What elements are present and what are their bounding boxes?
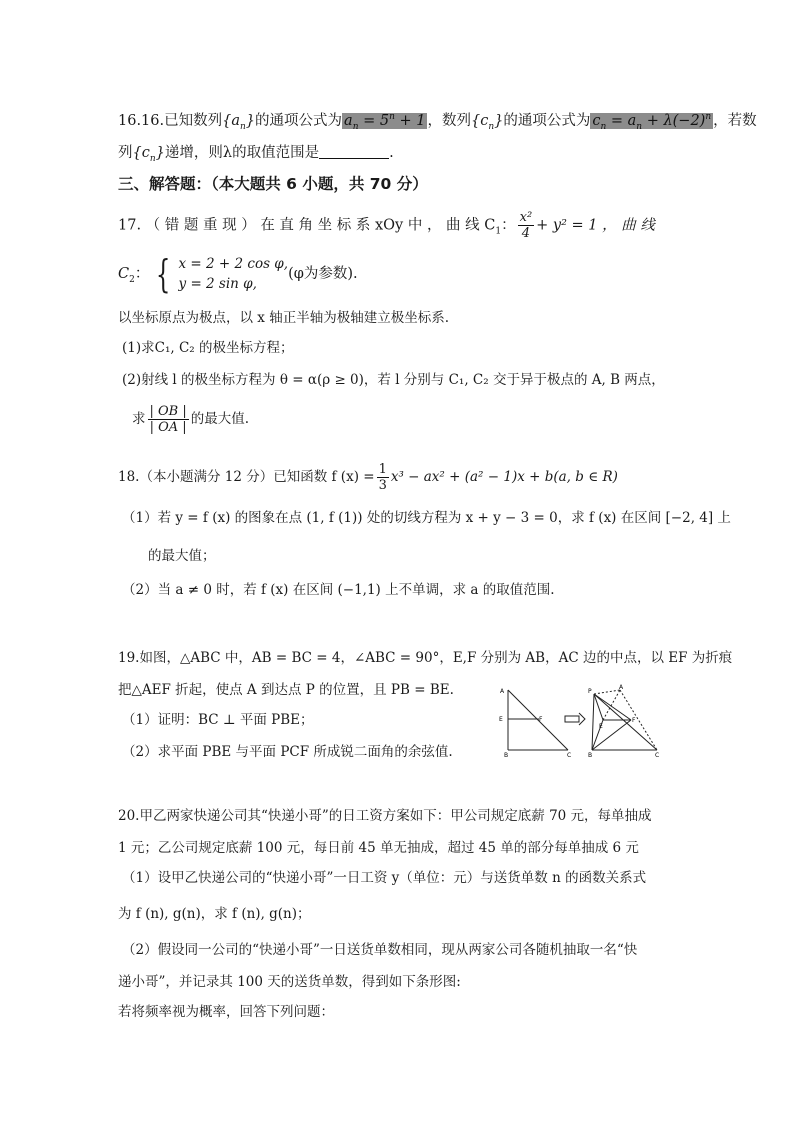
q17-part-2-cont: 求 $\frac{| OB |}{| OA |}$ 的最大值. xyxy=(132,404,250,435)
q19-part-2: （2）求平面 PBE 与平面 PCF 所成锐二面角的余弦值. xyxy=(122,744,453,760)
q18-part-2: （2）当 a ≠ 0 时，若 f (x) 在区间 (−1,1) 上不单调，求 a 的取值范围. xyxy=(122,582,555,598)
q19-part-1: （1）证明：BC ⊥ 平面 PBE； xyxy=(122,712,314,728)
highlighted-formula-an: $a_n = 5^n + 1$ xyxy=(344,112,426,132)
q17-line-1: 17. （ 错 题 重 现 ） 在 直 角 坐 标 系 xOy 中 ， 曲 线 $C_1$： $\frac{\text{x²}}{4}$ + y² = 1 ， 曲 线 xyxy=(118,210,655,241)
label-P: P xyxy=(588,688,592,695)
parametric-system: { x = 2 + 2 cos φ, y = 2 sin φ, xyxy=(156,252,289,296)
q17-line-2: $C_2$： { x = 2 + 2 cos φ, y = 2 sin φ, (φ为参数). xyxy=(118,252,358,296)
q17-line-3: 以坐标原点为极点，以 x 轴正半轴为极轴建立极坐标系. xyxy=(118,310,449,326)
q18-part-1-cont: 的最大值； xyxy=(148,548,216,564)
label-C: C xyxy=(567,752,572,759)
answer-blank xyxy=(319,144,389,159)
edge-AC xyxy=(508,690,568,750)
q20-part-1: （1）设甲乙快递公司的“快递小哥”一日工资 y（单位：元）与送货单数 n 的函数关系式 xyxy=(122,870,647,886)
q19-line-2: 把△AEF 折起，使点 A 到达点 P 的位置，且 PB = BE. xyxy=(118,682,454,698)
q20-line-2: 1 元；乙公司规定底薪 100 元，每日前 45 单无抽成，超过 45 单的部分每单抽成 6 元 xyxy=(118,840,639,856)
edge-PA-dashed xyxy=(594,690,620,694)
q20-part-2-cont: 递小哥”，并记录其 100 天的送货单数，得到如下条形图: xyxy=(118,974,461,990)
q18-part-1: （1）若 y = f (x) 的图象在点 (1, f (1)) 处的切线方程为 x + y − 3 = 0，求 f (x) 在区间 [−2, 4] 上 xyxy=(122,510,731,526)
q16-line-2: 列$\{c_n\}$递增，则λ的取值范围是 . xyxy=(118,145,394,164)
highlighted-formula-cn: $c_n = a_n + \lambda(-2)^n$ xyxy=(592,112,712,132)
q17-fraction: $\frac{\text{x²}}{4}$ xyxy=(519,210,533,241)
label-A: A xyxy=(500,688,505,695)
q18-fraction: $\frac{1}{3}$ xyxy=(378,462,387,493)
arrow-icon xyxy=(565,713,585,725)
edge-PB xyxy=(592,694,594,750)
q17-ratio-fraction: $\frac{| OB |}{| OA |}$ xyxy=(149,404,187,435)
q17-part-2: (2)射线 l 的极坐标方程为 θ = α(ρ ≥ 0)，若 l 分别与 C₁, C₂ 交于异于极点的 A, B 两点， xyxy=(122,372,665,388)
label-C-2: C xyxy=(655,752,660,759)
q20-last-line: 若将频率视为概率，回答下列问题： xyxy=(118,1004,334,1020)
q20-part-2: （2）假设同一公司的“快递小哥”一日送货单数相同，现从两家公司各随机抽取一名“快 xyxy=(122,942,638,958)
q18-line-1: 18.（本小题满分 12 分）已知函数 f (x) = $\frac{1}{3}$ x³ − ax² + (a² − 1)x + b(a, b ∈ R) xyxy=(118,462,618,493)
q20-line-1: 20.甲乙两家快递公司其“快递小哥”的日工资方案如下：甲公司规定底薪 70 元，每单抽成 xyxy=(118,808,652,824)
label-E-2: E xyxy=(599,723,603,730)
q19-line-1: 19.如图，△ABC 中，AB = BC = 4，∠ABC = 90°，E,F 分别为 AB，AC 边的中点，以 EF 为折痕 xyxy=(118,650,733,666)
q17-part-1: (1)求C₁, C₂ 的极坐标方程； xyxy=(122,340,294,356)
folded-figure xyxy=(592,690,657,750)
label-F: F xyxy=(539,716,543,723)
original-triangle xyxy=(508,690,568,750)
label-E: E xyxy=(499,716,503,723)
label-F-2: F xyxy=(632,717,636,724)
label-B: B xyxy=(504,752,509,759)
q16-line-1: 16.16.已知数列$\{a_n\}$的通项公式为 $a_n = 5^n + 1$ ，数列$\{c_n\}$的通项公式为 $c_n = a_n + \lambda(-2)^n$ ，若数 xyxy=(118,112,757,132)
q20-part-1-cont: 为 f (n), g(n)，求 f (n), g(n)； xyxy=(118,906,311,922)
section-3-heading: 三、解答题：（本大题共 6 小题，共 70 分） xyxy=(118,175,428,193)
folding-triangle-figure xyxy=(495,684,665,760)
label-B-2: B xyxy=(588,752,593,759)
label-A-2: A xyxy=(619,684,624,691)
